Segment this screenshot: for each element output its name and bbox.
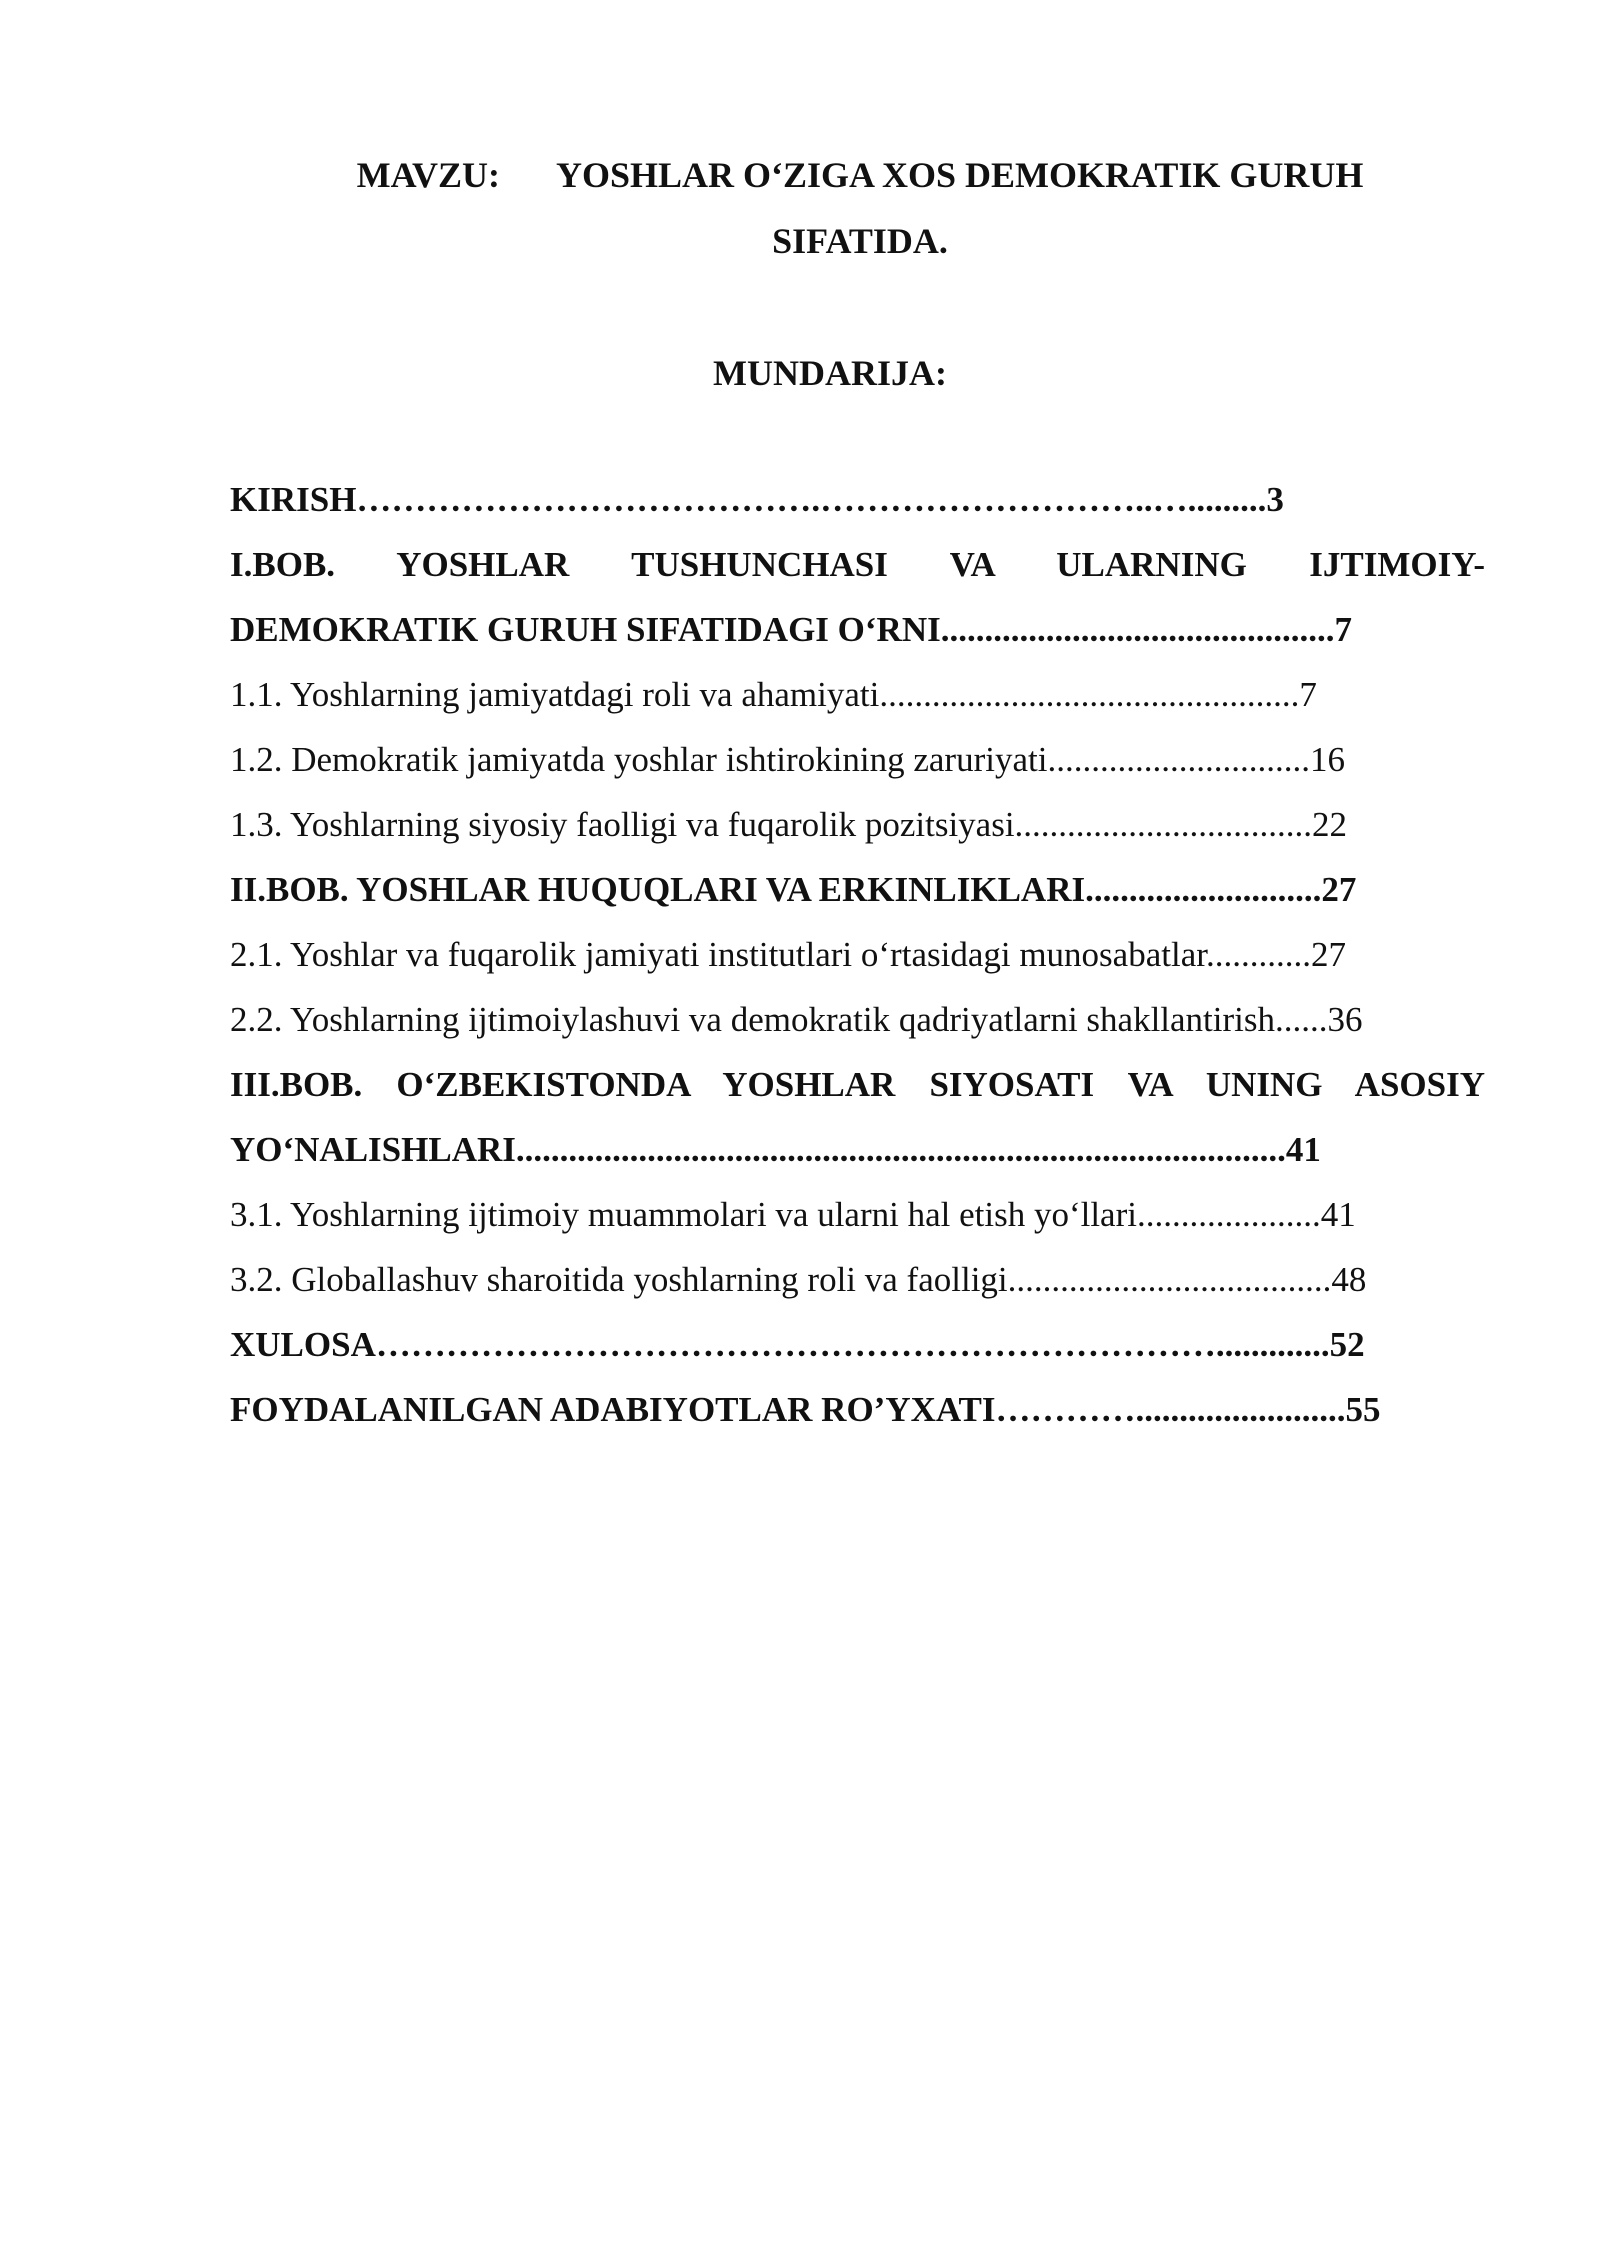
- toc-entry: I.BOB. YOSHLAR TUSHUNCHASI VA ULARNING IJTIMOIY-: [230, 545, 1485, 584]
- toc-heading: MUNDARIJA:: [713, 353, 947, 393]
- topic-label: MAVZU:: [356, 155, 500, 195]
- toc-entry: XULOSA……………………………………………………………….............52: [230, 1325, 1365, 1364]
- topic-title-line-2: SIFATIDA.: [772, 221, 948, 261]
- toc-entry: YO‘NALISHLARI........................................................................................41: [230, 1130, 1321, 1169]
- toc-entry: 1.2. Demokratik jamiyatda yoshlar ishtirokining zaruriyati..............................16: [230, 740, 1345, 779]
- toc-entry: III.BOB. O‘ZBEKISTONDA YOSHLAR SIYOSATI VA UNING ASOSIY: [230, 1065, 1485, 1104]
- toc-entry: 1.1. Yoshlarning jamiyatdagi roli va ahamiyati................................................7: [230, 675, 1317, 714]
- toc-entry: II.BOB. YOSHLAR HUQUQLARI VA ERKINLIKLARI...........................27: [230, 870, 1357, 909]
- toc-entry: 3.1. Yoshlarning ijtimoiy muammolari va ularni hal etish yo‘llari.....................41: [230, 1195, 1356, 1234]
- toc-entry: 2.1. Yoshlar va fuqarolik jamiyati institutlari o‘rtasidagi munosabatlar............27: [230, 935, 1346, 974]
- toc-entry: 1.3. Yoshlarning siyosiy faolligi va fuqarolik pozitsiyasi..................................22: [230, 805, 1348, 844]
- toc-entry: FOYDALANILGAN ADABIYOTLAR RO’YXATI…………........................55: [230, 1390, 1381, 1429]
- topic-title-line-1: [230, 142, 1490, 208]
- toc-entry: 3.2. Globallashuv sharoitida yoshlarning roli va faolligi.....................................48: [230, 1260, 1367, 1299]
- toc-entry: DEMOKRATIK GURUH SIFATIDAGI O‘RNI.............................................7: [230, 610, 1352, 649]
- table-of-contents: [230, 467, 1485, 1442]
- toc-entry: KIRISH………………………………….………………………..….........3: [230, 480, 1284, 519]
- topic-title-text: YOSHLAR O‘ZIGA XOS DEMOKRATIK GURUH: [555, 155, 1364, 195]
- toc-entry: 2.2. Yoshlarning ijtimoiylashuvi va demokratik qadriyatlarni shakllantirish......36: [230, 1000, 1363, 1039]
